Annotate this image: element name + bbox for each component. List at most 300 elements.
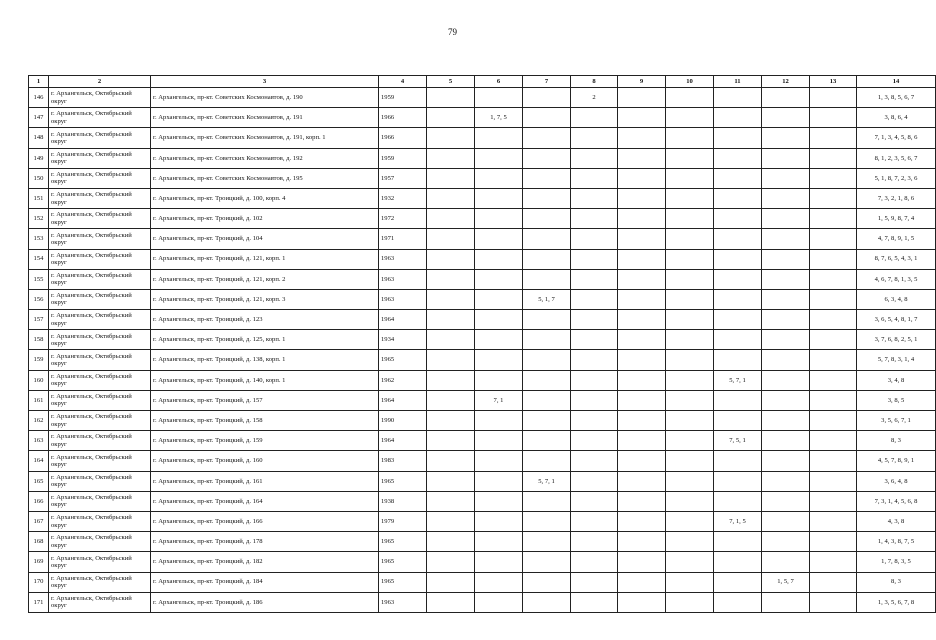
locality-cell: г. Архангельск, Октябрьский округ (49, 209, 151, 229)
col9-cell (618, 532, 666, 552)
col5-cell (427, 532, 475, 552)
col8-cell (571, 269, 618, 289)
table-row (29, 592, 936, 612)
locality-cell: г. Архангельск, Октябрьский округ (49, 310, 151, 330)
col11-cell (714, 350, 762, 370)
col6-cell (475, 188, 523, 208)
col11-cell (714, 411, 762, 431)
page-number: 79 (448, 27, 457, 37)
col12-cell (762, 592, 810, 612)
row-number-cell: 149 (29, 148, 49, 168)
col13-cell (810, 572, 857, 592)
col9-cell (618, 552, 666, 572)
col11-cell: 7, 5, 1 (714, 431, 762, 451)
col5-cell (427, 229, 475, 249)
col6-cell (475, 88, 523, 108)
col10-cell (666, 269, 714, 289)
year-cell: 1932 (379, 188, 427, 208)
locality-cell: г. Архангельск, Октябрьский округ (49, 572, 151, 592)
col14-cell: 1, 3, 8, 5, 6, 7 (857, 88, 936, 108)
locality-cell: г. Архангельск, Октябрьский округ (49, 168, 151, 188)
col5-cell (427, 310, 475, 330)
col11-cell (714, 148, 762, 168)
locality-cell: г. Архангельск, Октябрьский округ (49, 390, 151, 410)
col6-cell (475, 451, 523, 471)
col12-cell (762, 532, 810, 552)
col6-cell (475, 532, 523, 552)
col11-cell (714, 88, 762, 108)
table-row (29, 330, 936, 350)
col9-cell (618, 370, 666, 390)
col7-cell (523, 330, 571, 350)
col9-cell (618, 491, 666, 511)
col14-cell: 3, 8, 5 (857, 390, 936, 410)
col10-cell (666, 592, 714, 612)
col10-cell (666, 471, 714, 491)
col12-cell (762, 350, 810, 370)
col6-cell (475, 168, 523, 188)
col9-cell (618, 310, 666, 330)
col10-cell (666, 88, 714, 108)
col12-cell (762, 289, 810, 309)
address-cell: г. Архангельск, пр-кт. Советских Космонавтов, д. 190 (151, 88, 379, 108)
col14-cell: 7, 3, 2, 1, 8, 6 (857, 188, 936, 208)
col14-cell: 3, 4, 8 (857, 370, 936, 390)
table-row (29, 108, 936, 128)
col9-cell (618, 411, 666, 431)
col13-cell (810, 471, 857, 491)
col5-cell (427, 269, 475, 289)
locality-cell: г. Архангельск, Октябрьский округ (49, 269, 151, 289)
col13-cell (810, 451, 857, 471)
address-cell: г. Архангельск, пр-кт. Советских Космонавтов, д. 191 (151, 108, 379, 128)
col12-cell (762, 209, 810, 229)
address-cell: г. Архангельск, пр-кт. Троицкий, д. 125, корп. 1 (151, 330, 379, 350)
col8-cell (571, 592, 618, 612)
table-row (29, 168, 936, 188)
col13-cell (810, 88, 857, 108)
col12-cell (762, 431, 810, 451)
col14-cell: 4, 6, 7, 8, 1, 3, 5 (857, 269, 936, 289)
col5-cell (427, 511, 475, 531)
table-row (29, 148, 936, 168)
col13-cell (810, 511, 857, 531)
column-header: 11 (714, 76, 762, 88)
col14-cell: 7, 3, 1, 4, 5, 6, 8 (857, 491, 936, 511)
row-number-cell: 161 (29, 390, 49, 410)
col5-cell (427, 88, 475, 108)
col9-cell (618, 168, 666, 188)
col6-cell (475, 411, 523, 431)
col12-cell (762, 249, 810, 269)
table-row (29, 370, 936, 390)
locality-cell: г. Архангельск, Октябрьский округ (49, 471, 151, 491)
locality-cell: г. Архангельск, Октябрьский округ (49, 289, 151, 309)
col10-cell (666, 370, 714, 390)
col13-cell (810, 330, 857, 350)
col10-cell (666, 451, 714, 471)
col5-cell (427, 209, 475, 229)
locality-cell: г. Архангельск, Октябрьский округ (49, 451, 151, 471)
address-cell: г. Архангельск, пр-кт. Советских Космонавтов, д. 191, корп. 1 (151, 128, 379, 148)
col12-cell (762, 88, 810, 108)
address-cell: г. Архангельск, пр-кт. Троицкий, д. 186 (151, 592, 379, 612)
col7-cell (523, 168, 571, 188)
year-cell: 1972 (379, 209, 427, 229)
col6-cell (475, 330, 523, 350)
col8-cell (571, 188, 618, 208)
row-number-cell: 166 (29, 491, 49, 511)
col11-cell (714, 572, 762, 592)
col12-cell (762, 128, 810, 148)
col6-cell (475, 552, 523, 572)
col11-cell (714, 289, 762, 309)
col8-cell (571, 390, 618, 410)
col9-cell (618, 249, 666, 269)
address-cell: г. Архангельск, пр-кт. Троицкий, д. 184 (151, 572, 379, 592)
year-cell: 1959 (379, 148, 427, 168)
locality-cell: г. Архангельск, Октябрьский округ (49, 330, 151, 350)
table-row (29, 209, 936, 229)
col6-cell (475, 289, 523, 309)
col5-cell (427, 289, 475, 309)
col6-cell (475, 592, 523, 612)
col7-cell (523, 108, 571, 128)
col14-cell: 1, 4, 3, 8, 7, 5 (857, 532, 936, 552)
col6-cell (475, 471, 523, 491)
locality-cell: г. Архангельск, Октябрьский округ (49, 511, 151, 531)
row-number-cell: 152 (29, 209, 49, 229)
row-number-cell: 165 (29, 471, 49, 491)
col13-cell (810, 431, 857, 451)
col7-cell (523, 552, 571, 572)
col10-cell (666, 188, 714, 208)
column-header: 2 (49, 76, 151, 88)
col7-cell (523, 592, 571, 612)
address-cell: г. Архангельск, пр-кт. Троицкий, д. 159 (151, 431, 379, 451)
row-number-cell: 155 (29, 269, 49, 289)
col14-cell: 5, 7, 8, 3, 1, 4 (857, 350, 936, 370)
col5-cell (427, 148, 475, 168)
address-cell: г. Архангельск, пр-кт. Троицкий, д. 164 (151, 491, 379, 511)
col12-cell (762, 188, 810, 208)
locality-cell: г. Архангельск, Октябрьский округ (49, 88, 151, 108)
col14-cell: 3, 8, 6, 4 (857, 108, 936, 128)
col13-cell (810, 350, 857, 370)
year-cell: 1966 (379, 128, 427, 148)
col11-cell (714, 269, 762, 289)
locality-cell: г. Архангельск, Октябрьский округ (49, 552, 151, 572)
address-cell: г. Архангельск, пр-кт. Троицкий, д. 121, корп. 3 (151, 289, 379, 309)
col9-cell (618, 592, 666, 612)
col14-cell: 8, 3 (857, 431, 936, 451)
col9-cell (618, 390, 666, 410)
col11-cell: 5, 7, 1 (714, 370, 762, 390)
address-cell: г. Архангельск, пр-кт. Троицкий, д. 121, корп. 1 (151, 249, 379, 269)
col5-cell (427, 390, 475, 410)
table-row (29, 552, 936, 572)
col13-cell (810, 289, 857, 309)
col6-cell (475, 511, 523, 531)
col6-cell (475, 310, 523, 330)
year-cell: 1957 (379, 168, 427, 188)
table-row (29, 451, 936, 471)
year-cell: 1966 (379, 108, 427, 128)
col6-cell (475, 249, 523, 269)
col12-cell (762, 390, 810, 410)
column-header: 14 (857, 76, 936, 88)
col14-cell: 3, 6, 4, 8 (857, 471, 936, 491)
year-cell: 1963 (379, 269, 427, 289)
table-row (29, 350, 936, 370)
row-number-cell: 147 (29, 108, 49, 128)
year-cell: 1938 (379, 491, 427, 511)
year-cell: 1964 (379, 390, 427, 410)
col10-cell (666, 289, 714, 309)
year-cell: 1963 (379, 289, 427, 309)
table-row (29, 269, 936, 289)
col10-cell (666, 532, 714, 552)
col10-cell (666, 209, 714, 229)
col11-cell (714, 471, 762, 491)
col11-cell (714, 249, 762, 269)
locality-cell: г. Архангельск, Октябрьский округ (49, 491, 151, 511)
year-cell: 1962 (379, 370, 427, 390)
table-row (29, 249, 936, 269)
year-cell: 1963 (379, 592, 427, 612)
col13-cell (810, 411, 857, 431)
col10-cell (666, 108, 714, 128)
col5-cell (427, 471, 475, 491)
col12-cell (762, 108, 810, 128)
col13-cell (810, 168, 857, 188)
col12-cell (762, 148, 810, 168)
col11-cell (714, 390, 762, 410)
year-cell: 1965 (379, 471, 427, 491)
col8-cell (571, 148, 618, 168)
col10-cell (666, 350, 714, 370)
col9-cell (618, 289, 666, 309)
col11-cell (714, 168, 762, 188)
col8-cell (571, 289, 618, 309)
col6-cell (475, 370, 523, 390)
col7-cell (523, 431, 571, 451)
address-cell: г. Архангельск, пр-кт. Троицкий, д. 182 (151, 552, 379, 572)
address-cell: г. Архангельск, пр-кт. Троицкий, д. 102 (151, 209, 379, 229)
col14-cell: 4, 5, 7, 8, 9, 1 (857, 451, 936, 471)
col5-cell (427, 330, 475, 350)
row-number-cell: 168 (29, 532, 49, 552)
col7-cell (523, 511, 571, 531)
col5-cell (427, 411, 475, 431)
year-cell: 1959 (379, 88, 427, 108)
col13-cell (810, 552, 857, 572)
col6-cell (475, 209, 523, 229)
col11-cell (714, 229, 762, 249)
col13-cell (810, 229, 857, 249)
row-number-cell: 157 (29, 310, 49, 330)
col5-cell (427, 451, 475, 471)
address-cell: г. Архангельск, пр-кт. Троицкий, д. 140, корп. 1 (151, 370, 379, 390)
col5-cell (427, 431, 475, 451)
col8-cell: 2 (571, 88, 618, 108)
row-number-cell: 159 (29, 350, 49, 370)
col14-cell: 1, 3, 5, 6, 7, 8 (857, 592, 936, 612)
row-number-cell: 156 (29, 289, 49, 309)
address-cell: г. Архангельск, пр-кт. Троицкий, д. 121, корп. 2 (151, 269, 379, 289)
row-number-cell: 164 (29, 451, 49, 471)
col7-cell (523, 229, 571, 249)
col13-cell (810, 148, 857, 168)
col5-cell (427, 249, 475, 269)
col12-cell (762, 552, 810, 572)
col12-cell (762, 229, 810, 249)
table-row (29, 289, 936, 309)
locality-cell: г. Архангельск, Октябрьский округ (49, 431, 151, 451)
address-cell: г. Архангельск, пр-кт. Троицкий, д. 123 (151, 310, 379, 330)
col9-cell (618, 471, 666, 491)
locality-cell: г. Архангельск, Октябрьский округ (49, 592, 151, 612)
table-row (29, 411, 936, 431)
col14-cell: 3, 7, 6, 8, 2, 5, 1 (857, 330, 936, 350)
col5-cell (427, 128, 475, 148)
col9-cell (618, 572, 666, 592)
col7-cell (523, 128, 571, 148)
year-cell: 1979 (379, 511, 427, 531)
address-cell: г. Архангельск, пр-кт. Троицкий, д. 158 (151, 411, 379, 431)
table-row (29, 491, 936, 511)
locality-cell: г. Архангельск, Октябрьский округ (49, 128, 151, 148)
col10-cell (666, 330, 714, 350)
col8-cell (571, 370, 618, 390)
table-row (29, 572, 936, 592)
col9-cell (618, 229, 666, 249)
col6-cell (475, 431, 523, 451)
col7-cell (523, 269, 571, 289)
col8-cell (571, 471, 618, 491)
col7-cell (523, 148, 571, 168)
col10-cell (666, 491, 714, 511)
col8-cell (571, 511, 618, 531)
row-number-cell: 148 (29, 128, 49, 148)
table-row (29, 431, 936, 451)
address-cell: г. Архангельск, пр-кт. Троицкий, д. 138, корп. 1 (151, 350, 379, 370)
row-number-cell: 146 (29, 88, 49, 108)
col8-cell (571, 350, 618, 370)
col9-cell (618, 188, 666, 208)
col13-cell (810, 209, 857, 229)
col14-cell: 8, 7, 6, 5, 4, 3, 1 (857, 249, 936, 269)
col11-cell (714, 451, 762, 471)
column-header: 13 (810, 76, 857, 88)
col6-cell (475, 128, 523, 148)
col12-cell (762, 310, 810, 330)
col14-cell: 6, 3, 4, 8 (857, 289, 936, 309)
col12-cell (762, 451, 810, 471)
locality-cell: г. Архангельск, Октябрьский округ (49, 148, 151, 168)
col13-cell (810, 128, 857, 148)
col13-cell (810, 390, 857, 410)
col6-cell: 7, 1 (475, 390, 523, 410)
col13-cell (810, 592, 857, 612)
row-number-cell: 158 (29, 330, 49, 350)
col14-cell: 4, 3, 8 (857, 511, 936, 531)
col13-cell (810, 310, 857, 330)
year-cell: 1934 (379, 330, 427, 350)
column-header: 6 (475, 76, 523, 88)
col12-cell (762, 269, 810, 289)
col10-cell (666, 411, 714, 431)
col5-cell (427, 108, 475, 128)
col7-cell (523, 88, 571, 108)
col14-cell: 8, 3 (857, 572, 936, 592)
col7-cell (523, 390, 571, 410)
col11-cell (714, 128, 762, 148)
table-row (29, 88, 936, 108)
year-cell: 1983 (379, 451, 427, 471)
col7-cell (523, 451, 571, 471)
locality-cell: г. Архангельск, Октябрьский округ (49, 411, 151, 431)
col12-cell (762, 330, 810, 350)
col5-cell (427, 168, 475, 188)
col11-cell (714, 552, 762, 572)
column-header: 10 (666, 76, 714, 88)
row-number-cell: 153 (29, 229, 49, 249)
col8-cell (571, 128, 618, 148)
col9-cell (618, 431, 666, 451)
col8-cell (571, 229, 618, 249)
col7-cell (523, 572, 571, 592)
col14-cell: 3, 5, 6, 7, 1 (857, 411, 936, 431)
column-header: 1 (29, 76, 49, 88)
address-cell: г. Архангельск, пр-кт. Троицкий, д. 166 (151, 511, 379, 531)
col8-cell (571, 249, 618, 269)
col11-cell (714, 532, 762, 552)
col13-cell (810, 249, 857, 269)
col10-cell (666, 249, 714, 269)
col10-cell (666, 511, 714, 531)
col9-cell (618, 108, 666, 128)
col9-cell (618, 148, 666, 168)
locality-cell: г. Архангельск, Октябрьский округ (49, 108, 151, 128)
col8-cell (571, 532, 618, 552)
col11-cell (714, 491, 762, 511)
year-cell: 1963 (379, 249, 427, 269)
col13-cell (810, 370, 857, 390)
col9-cell (618, 88, 666, 108)
address-cell: г. Архангельск, пр-кт. Советских Космонавтов, д. 192 (151, 148, 379, 168)
col7-cell (523, 532, 571, 552)
col13-cell (810, 491, 857, 511)
year-cell: 1965 (379, 350, 427, 370)
col5-cell (427, 370, 475, 390)
col6-cell: 1, 7, 5 (475, 108, 523, 128)
col10-cell (666, 310, 714, 330)
col10-cell (666, 572, 714, 592)
col14-cell: 1, 7, 8, 3, 5 (857, 552, 936, 572)
col11-cell (714, 188, 762, 208)
col12-cell (762, 511, 810, 531)
header-row (29, 76, 936, 88)
col11-cell (714, 330, 762, 350)
col8-cell (571, 330, 618, 350)
col7-cell (523, 249, 571, 269)
col8-cell (571, 310, 618, 330)
col10-cell (666, 552, 714, 572)
col6-cell (475, 229, 523, 249)
table-row (29, 310, 936, 330)
col7-cell: 5, 7, 1 (523, 471, 571, 491)
